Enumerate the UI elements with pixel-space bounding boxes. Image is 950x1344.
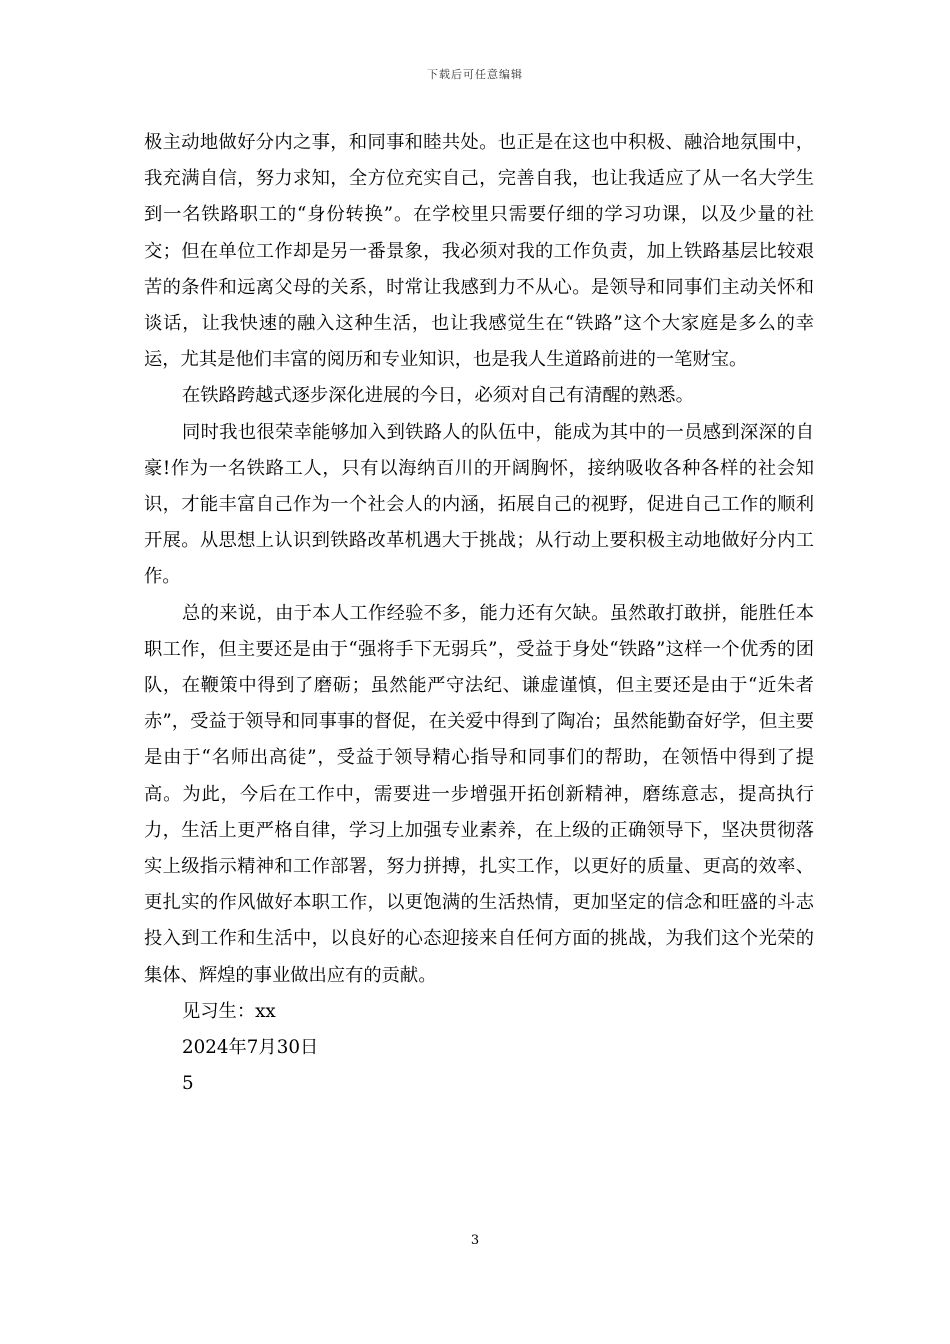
signature-author: 见习生：xx (182, 1000, 276, 1022)
signature-note: 5 (182, 1073, 194, 1095)
page-header: 下载后可任意编辑 (427, 68, 523, 81)
document-body (144, 125, 814, 1102)
page-number: 3 (470, 1233, 480, 1248)
paragraph-railway-development: 在铁路跨越式逐步深化进展的今日，必须对自己有清醒的熟悉。 (182, 385, 694, 407)
paragraph-continuation: 极主动地做好分内之事，和同事和睦共处。也正是在这也中积极、融洽地氛围中，我充满自信，努力求知，全方位充实自己，完善自我，也让我适应了从一名大学生到一名铁路职工的“身份转换”。在学校里只需要仔细的学习功课，以及少量的社交；但在单位工作却是另一番景象，我必须对我的工作负责，加上铁路基层比较艰苦的条件和远离父母的关系，时常让我感到力不从心。是领导和同事们主动关怀和谈话，让我快速的融入这种生活，也让我感觉生在“铁路”这个大家庭是多么的幸运，尤其是他们丰富的阅历和专业知识，也是我人生道路前进的一笔财宝。 (144, 132, 814, 371)
paragraph-summary: 总的来说，由于本人工作经验不多，能力还有欠缺。虽然敢打敢拼，能胜任本职工作，但主要还是由于“强将手下无弱兵”，受益于身处“铁路”这样一个优秀的团队，在鞭策中得到了磨砺；虽然能严守法纪、谦虚谨慎，但主要还是由于“近朱者赤”，受益于领导和同事事的督促，在关爱中得到了陶冶；虽然能勤奋好学，但主要是由于“名师出高徒”，受益于领导精心指导和同事们的帮助，在领悟中得到了提高。为此，今后在工作中，需要进一步增强开拓创新精神，磨练意志，提高执行力，生活上更严格自律，学习上加强专业素养，在上级的正确领导下，坚决贯彻落实上级指示精神和工作部署，努力拼搏，扎实工作，以更好的质量、更高的效率、更扎实的作风做好本职工作，以更饱满的生活热情，更加坚定的信念和旺盛的斗志投入到工作和生活中，以良好的心态迎接来自任何方面的挑战，为我们这个光荣的集体、辉煌的事业做出应有的贡献。 (144, 602, 814, 986)
paragraph-honor: 同时我也很荣幸能够加入到铁路人的队伍中，能成为其中的一员感到深深的自豪!作为一名铁路工人，只有以海纳百川的开阔胸怀，接纳吸收各种各样的社会知识，才能丰富自己作为一个社会人的内涵，拓展自己的视野，促进自己工作的顺利开展。从思想上认识到铁路改革机遇大于挑战；从行动上要积极主动地做好分内工作。 (144, 421, 814, 588)
signature-date: 2024年7月30日 (182, 1037, 319, 1059)
